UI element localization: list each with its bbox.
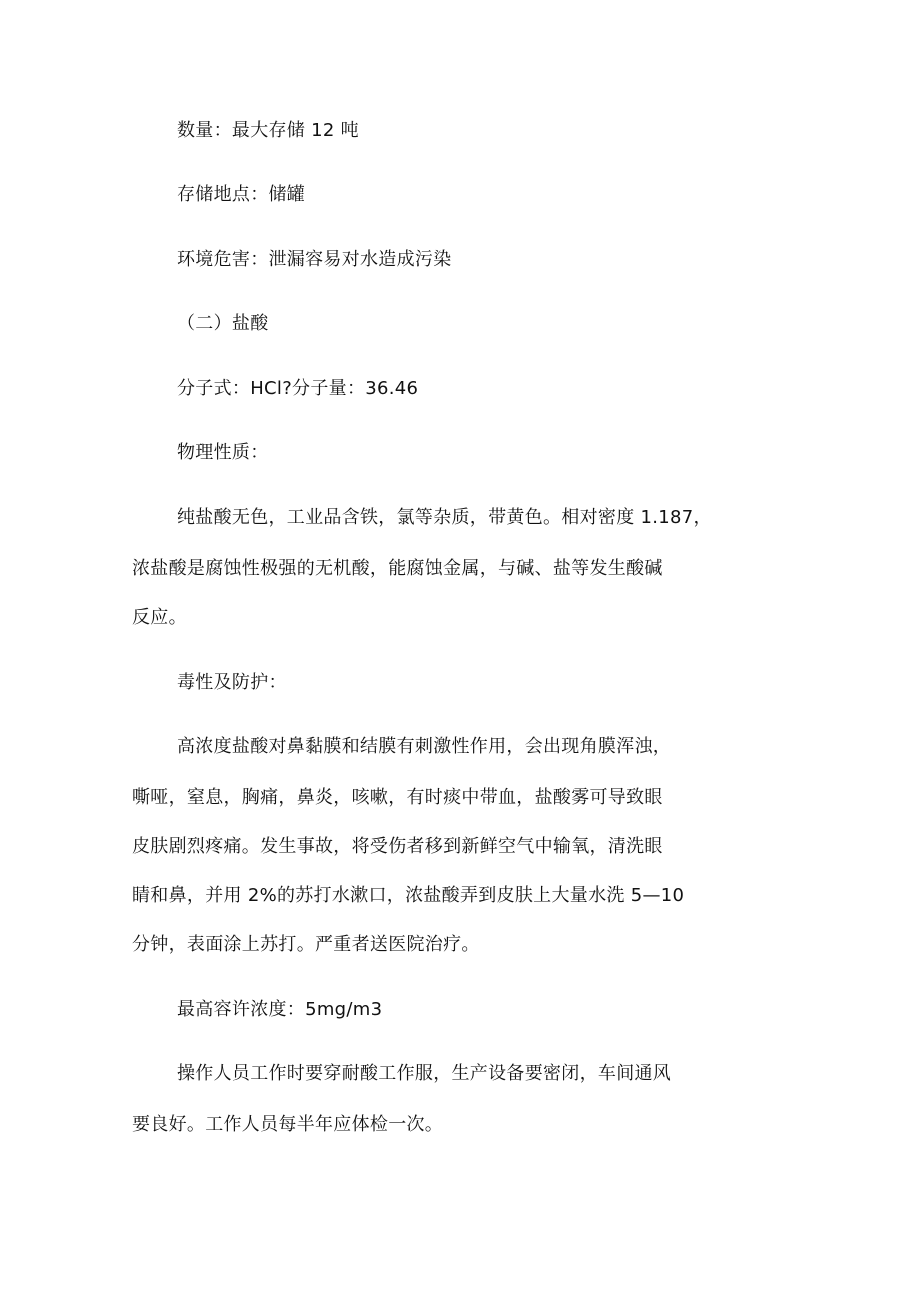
storage-quantity-line: 数量：最大存储 12 吨 [177,120,359,141]
toxicity-text-line-5: 分钟，表面涂上苏打。严重者送医院治疗。 [132,934,480,955]
section-heading-hydrochloric-acid: （二）盐酸 [177,313,269,334]
physical-properties-text-line-1: 纯盐酸无色，工业品含铁，氯等杂质，带黄色。相对密度 1.187， [177,507,712,528]
toxicity-protection-heading: 毒性及防护： [177,672,287,693]
physical-properties-text-line-2: 浓盐酸是腐蚀性极强的无机酸，能腐蚀金属，与碱、盐等发生酸碱 [132,558,663,579]
toxicity-text-line-3: 皮肤剧烈疼痛。发生事故，将受伤者移到新鲜空气中输氧，清洗眼 [132,836,663,857]
physical-properties-text-line-3: 反应。 [132,607,187,628]
environmental-hazard-line: 环境危害：泄漏容易对水造成污染 [177,249,452,270]
toxicity-text-line-1: 高浓度盐酸对鼻黏膜和结膜有刺激性作用，会出现角膜浑浊， [177,736,672,757]
storage-location-line: 存储地点：储罐 [177,184,306,205]
max-allowable-concentration-line: 最高容许浓度：5mg/m3 [177,999,383,1020]
operator-requirements-line-1: 操作人员工作时要穿耐酸工作服，生产设备要密闭，车间通风 [177,1063,672,1084]
toxicity-text-line-2: 嘶哑，窒息，胸痛，鼻炎，咳嗽，有时痰中带血，盐酸雾可导致眼 [132,787,663,808]
physical-properties-heading: 物理性质： [177,442,269,463]
molecular-formula-line: 分子式：HCl?分子量：36.46 [177,378,419,399]
toxicity-text-line-4: 睛和鼻，并用 2%的苏打水漱口，浓盐酸弄到皮肤上大量水洗 5—10 [132,885,685,906]
operator-requirements-line-2: 要良好。工作人员每半年应体检一次。 [132,1114,444,1135]
